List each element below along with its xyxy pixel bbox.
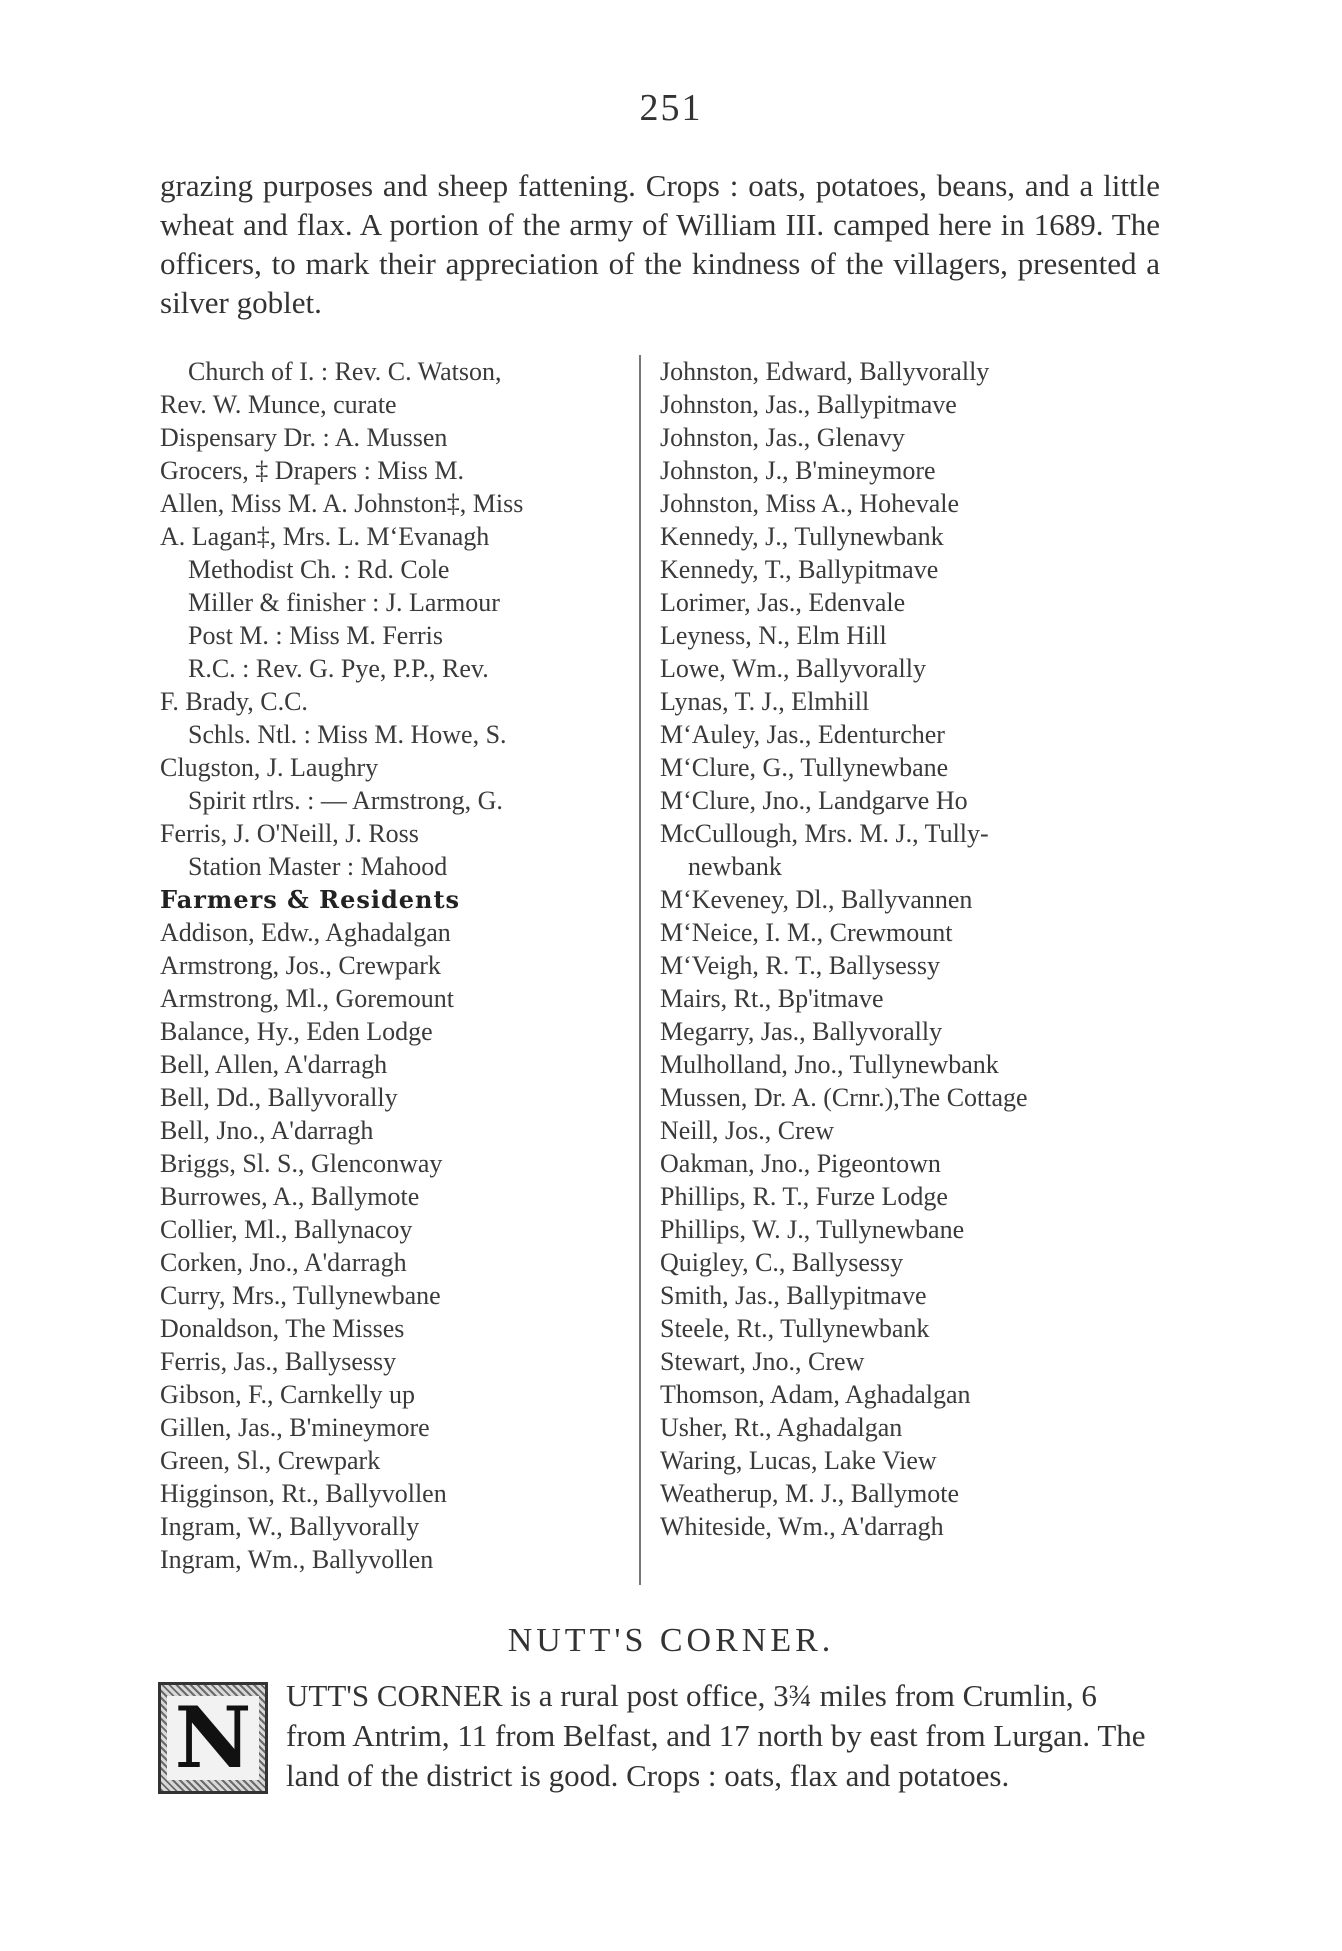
directory-entry: Spirit rtlrs. : — Armstrong, G.: [188, 786, 503, 815]
intro-paragraph: grazing purposes and sheep fattening. Crops : oats, potatoes, beans, and a little wheat and flax. A portion of the army of William III. camped here in 1689. The officers, to mark their appreciation of the kindness of the villagers, presented a silver goblet.: [160, 168, 1160, 320]
directory-entry: Ingram, W., Ballyvorally: [160, 1512, 420, 1541]
directory-entry: Whiteside, Wm., A'darragh: [660, 1512, 944, 1541]
directory-entry: Johnston, Jas., Glenavy: [660, 423, 905, 452]
directory-entry: Oakman, Jno., Pigeontown: [660, 1149, 941, 1178]
directory-entry: Gibson, F., Carnkelly up: [160, 1380, 416, 1409]
directory-entry: Weatherup, M. J., Ballymote: [660, 1479, 960, 1508]
directory-entry: Methodist Ch. : Rd. Cole: [188, 555, 450, 584]
directory-entry: Bell, Allen, A'darragh: [160, 1050, 388, 1079]
directory-entry: Burrowes, A., Ballymote: [160, 1182, 420, 1211]
directory-entry: Thomson, Adam, Aghadalgan: [660, 1380, 971, 1409]
directory-entry: Johnston, Edward, Ballyvorally: [660, 357, 990, 386]
directory-entry: Schls. Ntl. : Miss M. Howe, S.: [188, 720, 507, 749]
directory-entry: A. Lagan‡, Mrs. L. M‘Evanagh: [160, 522, 490, 551]
directory-entry: Balance, Hy., Eden Lodge: [160, 1017, 433, 1046]
section-title: NUTT'S CORNER.: [507, 1622, 835, 1659]
decorative-dropcap: [158, 1682, 268, 1794]
directory-entry: Phillips, W. J., Tullynewbane: [660, 1215, 965, 1244]
left-column: [160, 355, 635, 1576]
directory-entry: Clugston, J. Laughry: [160, 753, 379, 782]
directory-entry: M‘Auley, Jas., Edenturcher: [660, 720, 945, 749]
directory-entry: Collier, Ml., Ballynacoy: [160, 1215, 413, 1244]
directory-entry: M‘Neice, I. M., Crewmount: [660, 918, 953, 947]
directory-entry: Briggs, Sl. S., Glenconway: [160, 1149, 443, 1178]
directory-entry: F. Brady, C.C.: [160, 687, 308, 716]
directory-entry: Armstrong, Jos., Crewpark: [160, 951, 441, 980]
directory-entry: Smith, Jas., Ballypitmave: [660, 1281, 927, 1310]
directory-entry: Ingram, Wm., Ballyvollen: [160, 1545, 434, 1574]
directory-entry: Dispensary Dr. : A. Mussen: [160, 423, 448, 452]
directory-entry: Gillen, Jas., B'mineymore: [160, 1413, 430, 1442]
directory-entry: Johnston, Jas., Ballypitmave: [660, 390, 957, 419]
directory-entry: Ferris, J. O'Neill, J. Ross: [160, 819, 419, 848]
directory-entry: M‘Veigh, R. T., Ballysessy: [660, 951, 940, 980]
directory-entry: Waring, Lucas, Lake View: [660, 1446, 937, 1475]
directory-entry: Bell, Dd., Ballyvorally: [160, 1083, 398, 1112]
directory-entry: Kennedy, J., Tullynewbank: [660, 522, 944, 551]
directory-entry: Leyness, N., Elm Hill: [660, 621, 887, 650]
directory-entry: Church of I. : Rev. C. Watson,: [188, 357, 502, 386]
directory-entry: M‘Clure, Jno., Landgarve Ho: [660, 786, 968, 815]
directory-entry: Rev. W. Munce, curate: [160, 390, 397, 419]
directory-entry: Neill, Jos., Crew: [660, 1116, 835, 1145]
directory-entry: Usher, Rt., Aghadalgan: [660, 1413, 903, 1442]
directory-entry: Megarry, Jas., Ballyvorally: [660, 1017, 943, 1046]
directory-entry: Curry, Mrs., Tullynewbane: [160, 1281, 441, 1310]
directory-entry: Steele, Rt., Tullynewbank: [660, 1314, 930, 1343]
directory-entry: Grocers, ‡ Drapers : Miss M.: [160, 456, 465, 485]
directory-entry: Green, Sl., Crewpark: [160, 1446, 381, 1475]
directory-entry: Phillips, R. T., Furze Lodge: [660, 1182, 948, 1211]
directory-entry: Ferris, Jas., Ballysessy: [160, 1347, 397, 1376]
directory-entry: Lorimer, Jas., Edenvale: [660, 588, 906, 617]
dropcap-letter: N: [167, 1696, 260, 1780]
directory-entry: Miller & finisher : J. Larmour: [188, 588, 500, 617]
directory-entry: Mairs, Rt., Bp'itmave: [660, 984, 884, 1013]
directory-entry: Addison, Edw., Aghadalgan: [160, 918, 451, 947]
directory-entry: Johnston, Miss A., Hohevale: [660, 489, 959, 518]
directory-entry: Higginson, Rt., Ballyvollen: [160, 1479, 447, 1508]
directory-entry: R.C. : Rev. G. Pye, P.P., Rev.: [188, 654, 489, 683]
right-column: [660, 355, 1160, 1543]
directory-entry: Post M. : Miss M. Ferris: [188, 621, 443, 650]
directory-entry: Stewart, Jno., Crew: [660, 1347, 865, 1376]
directory-entry: Donaldson, The Misses: [160, 1314, 405, 1343]
directory-entry: McCullough, Mrs. M. J., Tully-: [660, 819, 989, 848]
closing-paragraph: UTT'S CORNER is a rural post office, 3¾ miles from Crumlin, 6 from Antrim, 11 from Belfast, and 17 north by east from Lurgan. The land of the district is good. Crops : oats, flax and potatoes.: [286, 1678, 1146, 1793]
directory-entry: Armstrong, Ml., Goremount: [160, 984, 454, 1013]
page-number: 251: [639, 87, 703, 129]
directory-entry: Corken, Jno., A'darragh: [160, 1248, 407, 1277]
directory-entry: M‘Keveney, Dl., Ballyvannen: [660, 885, 973, 914]
directory-entry: Lowe, Wm., Ballyvorally: [660, 654, 926, 683]
directory-entry: Allen, Miss M. A. Johnston‡, Miss: [160, 489, 524, 518]
section-heading: Farmers & Residents: [160, 885, 461, 914]
directory-entry: Quigley, C., Ballysessy: [660, 1248, 904, 1277]
directory-entry: Mussen, Dr. A. (Crnr.),The Cottage: [660, 1083, 1028, 1112]
directory-entry: M‘Clure, G., Tullynewbane: [660, 753, 949, 782]
column-divider: [639, 355, 641, 1585]
directory-entry: Station Master : Mahood: [188, 852, 448, 881]
directory-entry: Bell, Jno., A'darragh: [160, 1116, 374, 1145]
directory-entry: Lynas, T. J., Elmhill: [660, 687, 870, 716]
directory-entry: Mulholland, Jno., Tullynewbank: [660, 1050, 999, 1079]
directory-entry: Kennedy, T., Ballypitmave: [660, 555, 939, 584]
directory-entry: Johnston, J., B'mineymore: [660, 456, 936, 485]
directory-entry: newbank: [688, 852, 782, 881]
